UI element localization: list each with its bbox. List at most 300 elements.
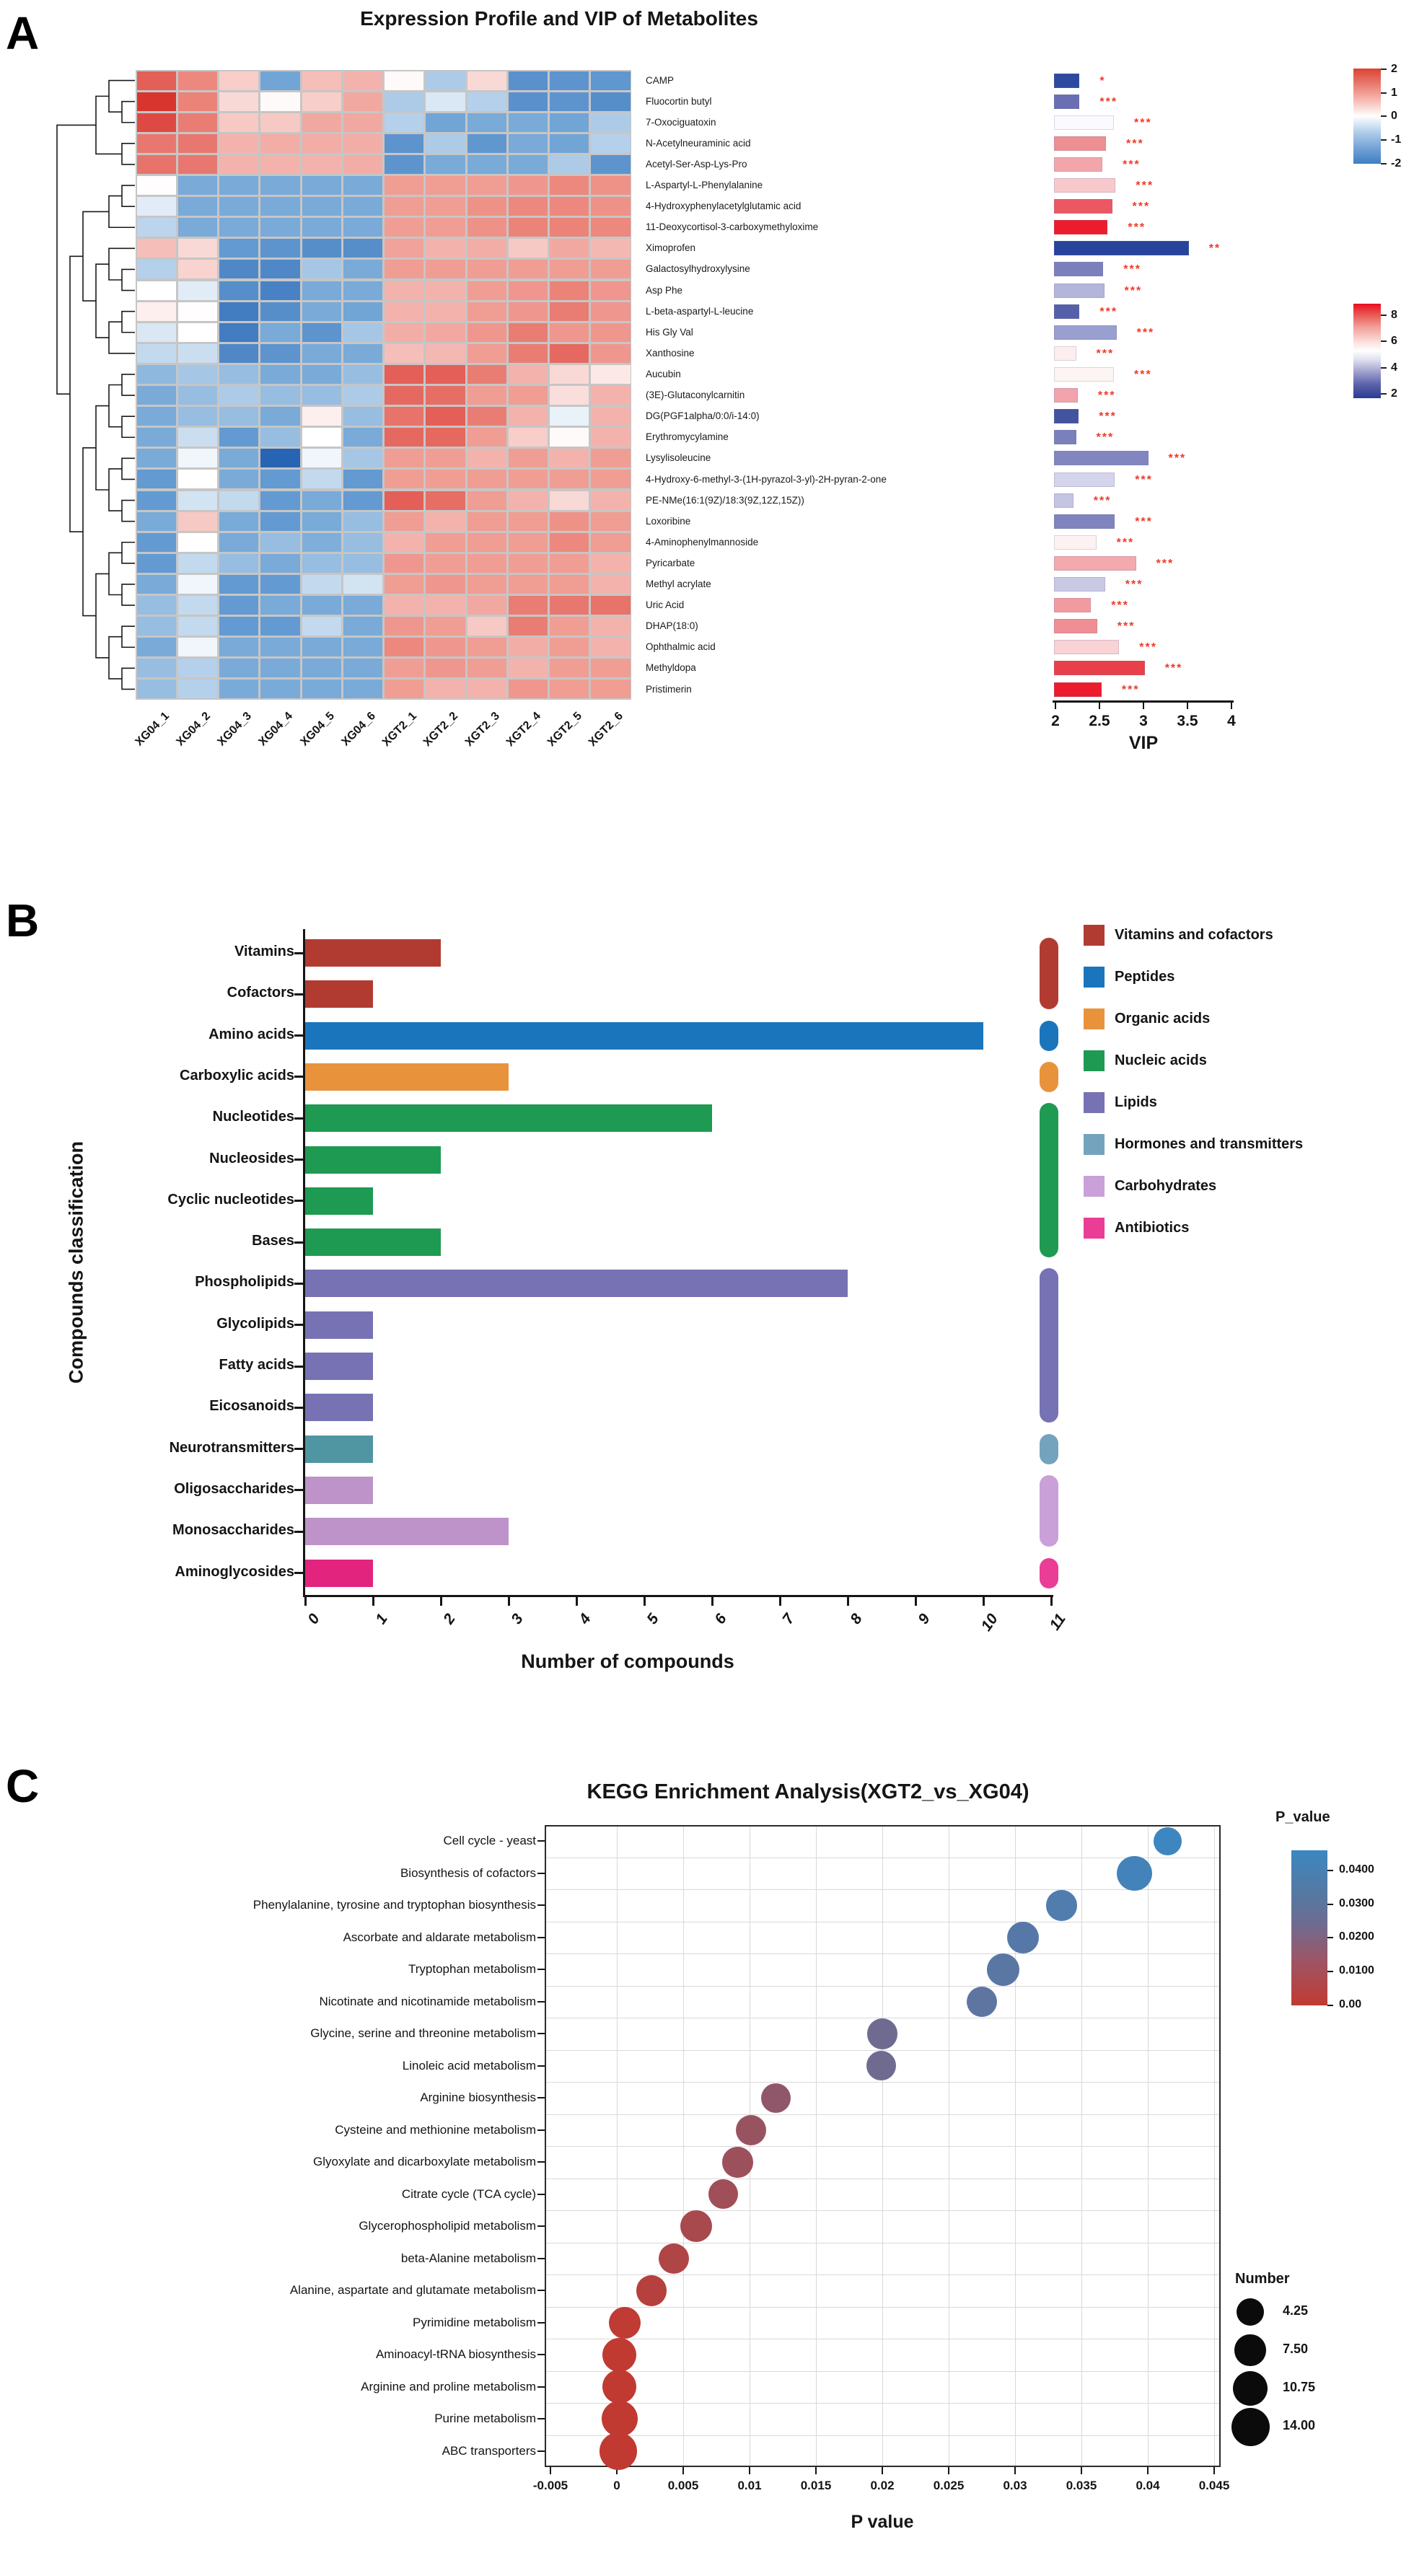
significance-stars: *** <box>1139 641 1157 654</box>
heatmap-row-label: 4-Hydroxyphenylacetylglutamic acid <box>646 201 802 212</box>
pathway-label: Biosynthesis of cofactors <box>400 1865 536 1880</box>
heatmap-cell <box>467 92 506 111</box>
heatmap-cell <box>550 218 589 237</box>
heatmap-cell <box>219 155 258 174</box>
heatmap-cell <box>260 344 299 363</box>
heatmap-row-label: Loxoribine <box>646 515 691 527</box>
heatmap-cell <box>426 533 465 552</box>
heatmap-cell <box>509 218 548 237</box>
heatmap-colorbar-tick <box>1381 92 1387 94</box>
b-x-axis-tick-label-text: 0 <box>304 1611 323 1627</box>
heatmap-cell <box>591 323 630 342</box>
heatmap-colorbar-label: 1 <box>1391 86 1397 99</box>
heatmap-cell <box>260 491 299 510</box>
heatmap-cell <box>426 617 465 636</box>
heatmap-cell <box>302 659 341 677</box>
heatmap-column-label-text: XG04_1 <box>133 710 172 749</box>
heatmap-row-label: Pristimerin <box>646 683 692 695</box>
heatmap-cell <box>178 554 217 573</box>
heatmap-cell <box>137 155 176 174</box>
heatmap-colorbar-label: 2 <box>1391 63 1397 75</box>
heatmap-cell <box>260 239 299 258</box>
category-label: Oligosaccharides <box>174 1480 294 1497</box>
heatmap-cell <box>591 512 630 531</box>
heatmap-row-label: 7-Oxociguatoxin <box>646 116 716 128</box>
heatmap-cell <box>385 260 423 278</box>
heatmap-cell <box>302 533 341 552</box>
heatmap-cell <box>509 680 548 698</box>
heatmap-cell <box>467 512 506 531</box>
category-label: Nucleotides <box>212 1109 294 1125</box>
legend-label: Lipids <box>1115 1094 1157 1110</box>
dendrogram-branch <box>57 125 96 394</box>
heatmap-cell <box>219 407 258 426</box>
heatmap-cell <box>426 365 465 384</box>
significance-stars: *** <box>1096 347 1115 360</box>
heatmap-row-label: 4-Aminophenylmannoside <box>646 536 759 548</box>
heatmap-cell <box>385 386 423 405</box>
legend-swatch <box>1084 1050 1105 1071</box>
heatmap-cell <box>137 638 176 656</box>
heatmap-cell <box>509 596 548 615</box>
heatmap-cell <box>426 113 465 132</box>
panel-b-xlabel: Number of compounds <box>521 1650 734 1672</box>
vip-axis-tick <box>1143 700 1144 709</box>
heatmap-cell <box>426 92 465 111</box>
category-bar <box>305 1353 373 1380</box>
heatmap-cell <box>385 92 423 111</box>
enrichment-dot <box>1117 1856 1152 1891</box>
heatmap-cell <box>260 512 299 531</box>
heatmap-row-label: Fluocortin butyl <box>646 95 712 107</box>
heatmap-cell <box>467 575 506 594</box>
heatmap-row-label: Aucubin <box>646 369 681 379</box>
enrichment-dot <box>722 2147 753 2178</box>
heatmap-cell <box>385 554 423 573</box>
heatmap-row-label: DHAP(18:0) <box>646 620 698 632</box>
pathway-label: Cysteine and methionine metabolism <box>335 2122 536 2137</box>
heatmap-cell <box>178 323 217 342</box>
vip-axis-tick-label: 2.5 <box>1089 713 1110 729</box>
pvalue-colorbar-tick <box>1327 1904 1333 1905</box>
panel-a-title: Expression Profile and VIP of Metabolites <box>360 7 758 30</box>
heatmap-cell <box>591 134 630 153</box>
group-capsule <box>1040 1062 1058 1092</box>
heatmap-cell <box>302 344 341 363</box>
enrichment-dot <box>708 2179 738 2209</box>
dendrogram-branch <box>70 256 83 532</box>
heatmap-cell <box>219 71 258 90</box>
c-gridline-v <box>1214 1827 1215 2466</box>
heatmap-cell <box>426 449 465 467</box>
b-x-axis-tick-label-text: 6 <box>711 1611 730 1627</box>
heatmap-cell <box>426 659 465 677</box>
heatmap-column-label-text: XGT2_1 <box>379 710 420 749</box>
heatmap-colorbar-tick <box>1381 69 1387 70</box>
heatmap-cell <box>219 92 258 111</box>
heatmap-cell <box>137 71 176 90</box>
legend-swatch <box>1084 1218 1105 1239</box>
heatmap-cell <box>178 470 217 488</box>
category-bar <box>305 1560 373 1587</box>
dendrogram-branch <box>122 374 135 395</box>
significance-stars: *** <box>1093 494 1112 507</box>
heatmap-cell <box>467 638 506 656</box>
heatmap-cell <box>509 659 548 677</box>
heatmap-cell <box>509 554 548 573</box>
heatmap-cell <box>178 680 217 698</box>
pvalue-colorbar-tick <box>1327 1870 1333 1871</box>
dendrogram-branch <box>122 416 135 437</box>
heatmap-cell <box>178 596 217 615</box>
dendrogram-branch <box>122 312 135 333</box>
heatmap-cell <box>467 449 506 467</box>
legend-swatch <box>1084 1092 1105 1113</box>
heatmap-cell <box>426 302 465 321</box>
dendrogram-branch <box>96 573 109 657</box>
heatmap-row-label: CAMP <box>646 74 675 86</box>
pathway-label: Arginine and proline metabolism <box>361 2379 536 2393</box>
c-y-axis-tick <box>537 2033 545 2034</box>
heatmap-cell <box>219 218 258 237</box>
c-y-axis-tick <box>537 2097 545 2098</box>
heatmap-cell <box>178 491 217 510</box>
heatmap-cell <box>385 596 423 615</box>
c-y-axis-tick <box>537 2065 545 2067</box>
heatmap-row-label: PE-NMe(16:1(9Z)/18:3(9Z,12Z,15Z)) <box>646 494 804 506</box>
b-y-axis-line <box>303 929 305 1597</box>
category-bar <box>305 1022 983 1050</box>
heatmap-cell <box>550 638 589 656</box>
heatmap-cell <box>260 680 299 698</box>
heatmap-cell <box>550 365 589 384</box>
c-x-axis-tick-label: 0 <box>613 2479 620 2492</box>
number-legend-dot <box>1231 2408 1270 2446</box>
heatmap-row-label: Xanthosine <box>646 347 695 359</box>
heatmap-cell <box>591 449 630 467</box>
pathway-label: Glyoxylate and dicarboxylate metabolism <box>313 2155 536 2169</box>
vip-bar <box>1054 619 1097 633</box>
heatmap-cell <box>219 323 258 342</box>
heatmap-cell <box>302 428 341 447</box>
heatmap-cell <box>591 407 630 426</box>
category-label: Fatty acids <box>219 1357 294 1373</box>
heatmap-cell <box>426 323 465 342</box>
significance-stars: *** <box>1099 95 1118 108</box>
c-y-axis-tick <box>537 2290 545 2291</box>
heatmap-cell <box>260 92 299 111</box>
legend-label: Hormones and transmitters <box>1115 1136 1304 1152</box>
dendrogram-branch <box>83 448 96 616</box>
heatmap-colorbar-label: -2 <box>1391 157 1402 170</box>
c-gridline-v <box>1015 1827 1016 2466</box>
heatmap-cell <box>426 218 465 237</box>
heatmap-cell <box>302 71 341 90</box>
vip-bar <box>1054 388 1078 403</box>
heatmap-cell <box>260 386 299 405</box>
b-x-axis-tick <box>711 1597 713 1606</box>
c-y-axis-tick <box>537 1840 545 1842</box>
heatmap-cell <box>137 554 176 573</box>
heatmap-cell <box>219 512 258 531</box>
heatmap-cell <box>219 449 258 467</box>
c-x-axis-tick <box>550 2467 551 2474</box>
heatmap-cell <box>343 428 382 447</box>
category-bar <box>305 1104 712 1132</box>
heatmap-cell <box>137 470 176 488</box>
heatmap-cell <box>591 659 630 677</box>
heatmap-cell <box>343 659 382 677</box>
category-bar <box>305 1394 373 1421</box>
heatmap-cell <box>426 491 465 510</box>
pathway-label: Phenylalanine, tyrosine and tryptophan biosynthesis <box>252 1898 536 1912</box>
heatmap-cell <box>260 323 299 342</box>
category-bar <box>305 1063 509 1091</box>
heatmap-cell <box>178 638 217 656</box>
heatmap-cell <box>302 449 341 467</box>
legend-label: Organic acids <box>1115 1011 1211 1027</box>
heatmap-cell <box>302 491 341 510</box>
category-label: Aminoglycosides <box>175 1563 294 1580</box>
heatmap-cell <box>385 281 423 300</box>
significance-stars: *** <box>1111 599 1129 612</box>
vip-bar <box>1054 577 1105 592</box>
heatmap-cell <box>178 71 217 90</box>
significance-stars: *** <box>1168 452 1187 465</box>
vip-colorbar-label: 8 <box>1391 309 1397 321</box>
significance-stars: *** <box>1096 431 1115 444</box>
heatmap-column-label-text: XGT2_2 <box>421 710 461 749</box>
heatmap-cell <box>509 428 548 447</box>
significance-stars: *** <box>1136 326 1155 339</box>
heatmap-cell <box>302 365 341 384</box>
heatmap-cell <box>219 428 258 447</box>
heatmap-row-label: Acetyl-Ser-Asp-Lys-Pro <box>646 159 747 170</box>
heatmap-cell <box>260 365 299 384</box>
panel-b-letter: B <box>6 894 40 946</box>
heatmap-colorbar <box>1353 69 1381 164</box>
heatmap-colorbar-tick <box>1381 139 1387 141</box>
heatmap-cell <box>591 344 630 363</box>
heatmap-cell <box>467 365 506 384</box>
heatmap-cell <box>591 71 630 90</box>
heatmap-cell <box>219 470 258 488</box>
vip-bar <box>1054 682 1102 697</box>
heatmap-cell <box>591 260 630 278</box>
heatmap-cell <box>509 71 548 90</box>
heatmap-cell <box>591 197 630 216</box>
significance-stars: *** <box>1097 390 1116 402</box>
heatmap-cell <box>219 575 258 594</box>
heatmap-cell <box>591 617 630 636</box>
b-x-axis-tick <box>644 1597 646 1606</box>
b-x-axis-line <box>303 1595 1053 1597</box>
category-bar <box>305 1311 373 1339</box>
heatmap-cell <box>219 659 258 677</box>
heatmap-cell <box>385 113 423 132</box>
enrichment-dot <box>1046 1890 1077 1921</box>
heatmap-cell <box>550 512 589 531</box>
b-x-axis-tick <box>440 1597 442 1606</box>
heatmap-cell <box>385 218 423 237</box>
heatmap-cell <box>385 491 423 510</box>
heatmap-row-label: His Gly Val <box>646 326 693 338</box>
c-y-axis-tick <box>537 2161 545 2163</box>
c-y-axis-tick <box>537 1873 545 1874</box>
b-x-axis-tick-label-text: 9 <box>915 1611 934 1627</box>
c-y-axis-tick <box>537 2225 545 2227</box>
heatmap-cell <box>302 512 341 531</box>
heatmap-cell <box>178 407 217 426</box>
heatmap-cell <box>260 533 299 552</box>
heatmap-cell <box>550 323 589 342</box>
heatmap-cell <box>550 407 589 426</box>
heatmap-column-label-text: XG04_3 <box>215 710 255 749</box>
dendrogram-branch <box>96 406 109 490</box>
heatmap-cell <box>302 260 341 278</box>
heatmap-cell <box>178 197 217 216</box>
c-y-axis-tick <box>537 1937 545 1938</box>
heatmap-cell <box>343 302 382 321</box>
heatmap-cell <box>509 407 548 426</box>
heatmap-cell <box>178 659 217 677</box>
heatmap-cell <box>591 596 630 615</box>
heatmap-cell <box>591 365 630 384</box>
group-capsule <box>1040 1103 1058 1257</box>
heatmap-cell <box>591 428 630 447</box>
heatmap-colorbar-label: -1 <box>1391 133 1402 146</box>
pvalue-colorbar-label: 0.0200 <box>1339 1930 1374 1943</box>
group-capsule <box>1040 1021 1058 1051</box>
heatmap-column-label-text: XG04_2 <box>174 710 213 749</box>
heatmap-cell <box>302 197 341 216</box>
heatmap-cell <box>385 323 423 342</box>
enrichment-dot <box>602 2401 638 2437</box>
heatmap-cell <box>385 575 423 594</box>
vip-bar <box>1054 514 1115 529</box>
legend-swatch <box>1084 1008 1105 1029</box>
legend-swatch <box>1084 967 1105 988</box>
heatmap-cell <box>509 260 548 278</box>
heatmap-cell <box>260 449 299 467</box>
category-label: Phospholipids <box>195 1274 294 1291</box>
vip-colorbar <box>1353 304 1381 398</box>
heatmap-row-label: DG(PGF1alpha/0:0/i-14:0) <box>646 410 760 422</box>
heatmap-cell <box>591 533 630 552</box>
heatmap-cell <box>467 407 506 426</box>
heatmap-cell <box>302 407 341 426</box>
significance-stars: *** <box>1164 662 1183 675</box>
significance-stars: *** <box>1134 369 1152 381</box>
enrichment-dot <box>609 2307 641 2339</box>
pathway-label: Tryptophan metabolism <box>408 1962 536 1977</box>
heatmap-cell <box>260 260 299 278</box>
pathway-label: Linoleic acid metabolism <box>402 2058 536 2072</box>
significance-stars: *** <box>1099 410 1117 423</box>
vip-bar <box>1054 157 1102 172</box>
heatmap-cell <box>385 449 423 467</box>
heatmap-cell <box>591 638 630 656</box>
heatmap-cell <box>467 176 506 195</box>
heatmap-cell <box>591 92 630 111</box>
enrichment-dot <box>1007 1922 1039 1953</box>
significance-stars: *** <box>1116 536 1135 549</box>
vip-bar <box>1054 262 1103 276</box>
vip-axis-tick <box>1099 700 1100 709</box>
c-x-axis-tick <box>948 2467 949 2474</box>
heatmap-cell <box>467 71 506 90</box>
heatmap-cell <box>178 239 217 258</box>
dendrogram-branch <box>122 668 135 689</box>
heatmap-cell <box>385 155 423 174</box>
heatmap-cell <box>178 533 217 552</box>
heatmap-cell <box>385 407 423 426</box>
enrichment-dot <box>659 2243 690 2274</box>
vip-bar <box>1054 472 1115 487</box>
heatmap-cell <box>385 344 423 363</box>
heatmap-cell <box>426 134 465 153</box>
heatmap-column-label-text: XG04_4 <box>256 710 296 749</box>
pvalue-colorbar-label: 0.0400 <box>1339 1863 1374 1876</box>
legend-swatch <box>1084 1176 1105 1197</box>
heatmap-cell <box>467 323 506 342</box>
heatmap-cell <box>509 344 548 363</box>
category-bar <box>305 1146 441 1174</box>
c-x-axis-tick <box>749 2467 750 2474</box>
heatmap-cell <box>467 260 506 278</box>
heatmap-cell <box>509 365 548 384</box>
heatmap-cell <box>137 218 176 237</box>
heatmap-column-label-text: XGT2_4 <box>504 710 543 749</box>
heatmap-cell <box>467 617 506 636</box>
legend-label: Antibiotics <box>1115 1220 1190 1236</box>
vip-bar <box>1054 199 1112 214</box>
heatmap-cell <box>426 512 465 531</box>
pvalue-colorbar-label: 0.0300 <box>1339 1896 1374 1909</box>
vip-bar <box>1054 640 1119 654</box>
heatmap-cell <box>178 113 217 132</box>
heatmap-cell <box>219 596 258 615</box>
heatmap-cell <box>385 512 423 531</box>
heatmap-cell <box>137 512 176 531</box>
vip-bar <box>1054 241 1189 255</box>
heatmap-cell <box>302 470 341 488</box>
heatmap-cell <box>343 533 382 552</box>
heatmap-cell <box>467 386 506 405</box>
significance-stars: *** <box>1124 284 1143 297</box>
heatmap-row-label: 11-Deoxycortisol-3-carboxymethyloxime <box>646 221 819 233</box>
c-x-axis-tick-label: 0.01 <box>737 2479 762 2492</box>
vip-axis-tick <box>1055 700 1056 709</box>
heatmap-cell <box>219 386 258 405</box>
vip-bar <box>1054 493 1073 508</box>
category-label: Nucleosides <box>209 1150 294 1166</box>
heatmap-cell <box>550 344 589 363</box>
heatmap-cell <box>385 470 423 488</box>
heatmap-cell <box>219 617 258 636</box>
heatmap-cell <box>137 344 176 363</box>
heatmap-cell <box>219 680 258 698</box>
heatmap-cell <box>137 176 176 195</box>
enrichment-dot <box>600 2432 637 2470</box>
dendrogram-branch <box>96 264 109 338</box>
dendrogram-branch <box>109 637 122 679</box>
b-x-axis-tick-label-text: 1 <box>372 1611 391 1627</box>
heatmap-cell <box>385 638 423 656</box>
heatmap-cell <box>178 365 217 384</box>
heatmap-row-label: Pyricarbate <box>646 557 695 568</box>
heatmap-cell <box>219 554 258 573</box>
